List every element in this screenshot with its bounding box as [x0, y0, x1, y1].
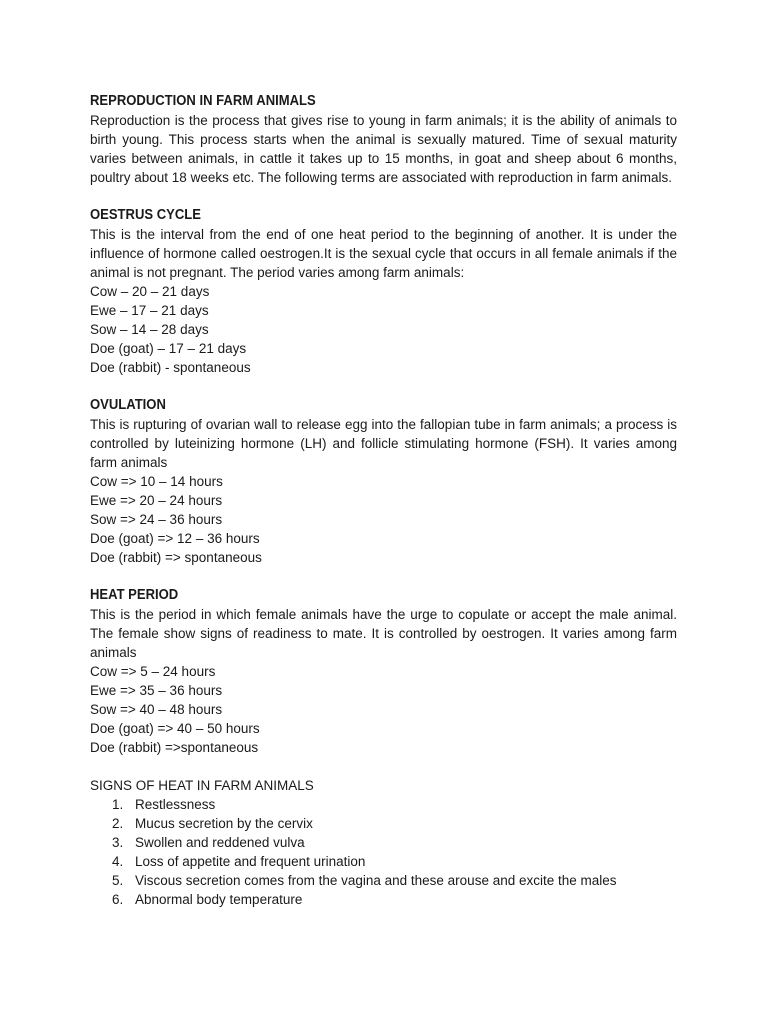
section-heat-period — [90, 586, 677, 757]
list-number: 6. — [112, 892, 124, 907]
period-line: Sow => 40 – 48 hours — [90, 702, 223, 717]
list-number: 2. — [112, 816, 124, 831]
period-line: Sow – 14 – 28 days — [90, 322, 209, 337]
section-heading: REPRODUCTION IN FARM ANIMALS — [90, 93, 316, 109]
period-line: Doe (goat) => 12 – 36 hours — [90, 531, 260, 546]
section-heading: OESTRUS CYCLE — [90, 207, 201, 223]
section-paragraph: This is the period in which female animals have the urge to copulate or accept the male animal. The female show signs of readiness to mate. It is controlled by oestrogen. It varies among farm animals — [90, 607, 677, 660]
document-body — [90, 92, 677, 928]
period-line: Doe (goat) => 40 – 50 hours — [90, 721, 260, 736]
list-number: 1. — [112, 797, 124, 812]
section-paragraph: This is the interval from the end of one heat period to the beginning of another. It is under the influence of hormone called oestrogen.It is the sexual cycle that occurs in all female animals if the animal is not pregnant. The period varies among farm animals: — [90, 227, 677, 280]
period-line: Ewe => 35 – 36 hours — [90, 683, 223, 698]
list-text: Loss of appetite and frequent urination — [135, 854, 366, 869]
signs-list — [90, 795, 677, 909]
section-reproduction — [90, 92, 677, 187]
list-item — [90, 833, 677, 852]
section-heading: HEAT PERIOD — [90, 587, 179, 603]
list-text: Mucus secretion by the cervix — [135, 816, 313, 831]
signs-title: SIGNS OF HEAT IN FARM ANIMALS — [90, 778, 314, 793]
period-line: Doe (rabbit) => spontaneous — [90, 550, 262, 565]
list-text: Swollen and reddened vulva — [135, 835, 305, 850]
list-text: Viscous secretion comes from the vagina and these arouse and excite the males — [135, 873, 617, 888]
list-item — [90, 795, 677, 814]
section-paragraph: Reproduction is the process that gives rise to young in farm animals; it is the ability of animals to birth young. This process starts when the animal is sexually matured. Time of sexual maturity varies between animals, in cattle it takes up to 15 months, in goat and sheep about 6 months, poultry about 18 weeks etc. The following terms are associated with reproduction in farm animals. — [90, 113, 677, 185]
period-line: Ewe – 17 – 21 days — [90, 303, 209, 318]
list-number: 4. — [112, 854, 124, 869]
period-line: Cow – 20 – 21 days — [90, 284, 210, 299]
list-item — [90, 871, 677, 890]
period-line: Sow => 24 – 36 hours — [90, 512, 223, 527]
period-line: Doe (goat) – 17 – 21 days — [90, 341, 247, 356]
section-heading: OVULATION — [90, 397, 166, 413]
list-text: Restlessness — [135, 797, 216, 812]
list-item — [90, 890, 677, 909]
period-line: Cow => 5 – 24 hours — [90, 664, 216, 679]
list-text: Abnormal body temperature — [135, 892, 303, 907]
list-number: 3. — [112, 835, 124, 850]
list-item — [90, 814, 677, 833]
section-oestrus-cycle — [90, 206, 677, 377]
period-line: Ewe => 20 – 24 hours — [90, 493, 223, 508]
section-paragraph: This is rupturing of ovarian wall to release egg into the fallopian tube in farm animals; a process is controlled by luteinizing hormone (LH) and follicle stimulating hormone (FSH). It varies among farm animals — [90, 417, 677, 470]
period-line: Doe (rabbit) - spontaneous — [90, 360, 251, 375]
list-item — [90, 852, 677, 871]
list-number: 5. — [112, 873, 124, 888]
section-ovulation — [90, 396, 677, 567]
period-line: Doe (rabbit) =>spontaneous — [90, 740, 259, 755]
period-line: Cow => 10 – 14 hours — [90, 474, 223, 489]
section-signs-of-heat — [90, 776, 677, 909]
